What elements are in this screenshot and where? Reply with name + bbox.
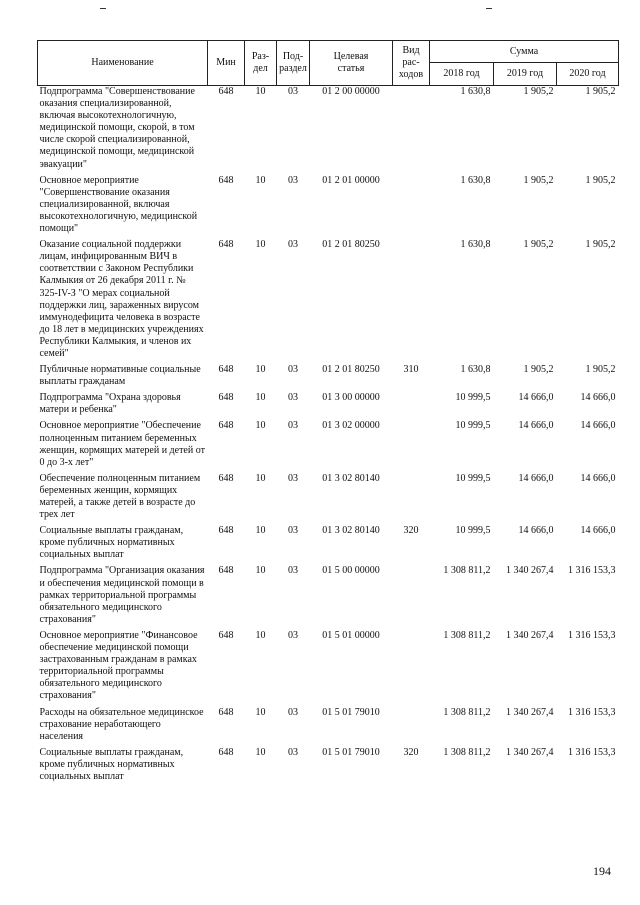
row-target: 01 5 01 00000 bbox=[322, 629, 380, 641]
row-2019: 14 666,0 bbox=[518, 420, 554, 432]
row-2020: 14 666,0 bbox=[580, 525, 616, 537]
row-2019: 14 666,0 bbox=[518, 392, 554, 404]
row-razdel: 10 bbox=[255, 565, 266, 577]
row-podrazdel: 03 bbox=[288, 746, 298, 758]
header-vid: Вид рас- ходов bbox=[393, 41, 430, 86]
row-podrazdel: 03 bbox=[288, 472, 298, 484]
row-2019: 14 666,0 bbox=[518, 525, 554, 537]
table-row bbox=[38, 525, 619, 565]
table-row bbox=[38, 473, 619, 525]
header-name: Наименование bbox=[38, 41, 208, 86]
row-razdel: 10 bbox=[255, 629, 266, 641]
row-name: Социальные выплаты гражданам, кроме публичных нормативных социальных выплат bbox=[39, 525, 184, 561]
table-body bbox=[38, 86, 619, 788]
table-row bbox=[38, 630, 619, 707]
row-razdel: 10 bbox=[255, 525, 266, 537]
row-name: Основное мероприятие "Обеспечение полноценным питанием беременных женщин, кормящих матерей и детей от 0 до 3-х лет" bbox=[39, 420, 205, 468]
row-2019: 1 340 267,4 bbox=[506, 746, 554, 758]
row-name: Основное мероприятие "Финансовое обеспечение медицинской помощи застрахованным гражданам в рамках территориальной программы обязательного медицинского страхования" bbox=[39, 629, 198, 702]
row-2018: 10 999,5 bbox=[455, 525, 491, 537]
row-2018: 10 999,5 bbox=[455, 420, 491, 432]
row-vid bbox=[393, 392, 430, 420]
header-razdel: Раз- дел bbox=[245, 41, 277, 86]
row-2019: 1 905,2 bbox=[523, 174, 554, 186]
header-year-2020: 2020 год bbox=[557, 63, 619, 86]
row-vid bbox=[393, 86, 430, 175]
row-target: 01 3 02 00000 bbox=[322, 420, 380, 432]
row-name: Социальные выплаты гражданам, кроме публичных нормативных социальных выплат bbox=[39, 746, 184, 782]
row-min: 648 bbox=[218, 174, 234, 186]
row-2020: 1 316 153,3 bbox=[568, 706, 616, 718]
row-razdel: 10 bbox=[255, 420, 266, 432]
row-2018: 1 630,8 bbox=[460, 174, 491, 186]
row-2018: 1 308 811,2 bbox=[443, 629, 491, 641]
row-2020: 14 666,0 bbox=[580, 392, 616, 404]
table-row bbox=[38, 175, 619, 239]
header-sum: Сумма bbox=[430, 41, 619, 63]
row-target: 01 5 01 79010 bbox=[322, 746, 380, 758]
row-min: 648 bbox=[218, 746, 234, 758]
row-target: 01 3 02 80140 bbox=[322, 472, 380, 484]
row-target: 01 5 01 79010 bbox=[322, 706, 380, 718]
row-name: Оказание социальной поддержки лицам, инфицированным ВИЧ в соответствии с Законом Республики Калмыкия от 26 декабря 2011 г. № 325-IV-З "О мерах социальной поддержки лиц, зараженных вирусом иммунодефицита человека в возрасте до 18 лет в медицинских учреждениях Республики Калмыкия, и членов их семей" bbox=[39, 239, 204, 359]
row-razdel: 10 bbox=[255, 174, 266, 186]
budget-table bbox=[37, 40, 619, 787]
row-vid bbox=[393, 565, 430, 629]
row-2020: 1 316 153,3 bbox=[568, 565, 616, 577]
top-mark-right bbox=[486, 8, 492, 9]
header-min: Мин bbox=[208, 41, 245, 86]
row-2018: 1 630,8 bbox=[460, 239, 491, 251]
header-year-2019: 2019 год bbox=[494, 63, 557, 86]
row-2018: 1 630,8 bbox=[460, 86, 491, 97]
page-number: 194 bbox=[593, 864, 611, 878]
row-razdel: 10 bbox=[255, 392, 266, 404]
row-podrazdel: 03 bbox=[288, 392, 298, 404]
row-vid: 320 bbox=[403, 746, 419, 758]
row-2020: 1 316 153,3 bbox=[568, 746, 616, 758]
row-name: Публичные нормативные социальные выплаты гражданам bbox=[39, 364, 201, 388]
row-min: 648 bbox=[218, 472, 234, 484]
row-razdel: 10 bbox=[255, 364, 266, 376]
row-min: 648 bbox=[218, 525, 234, 537]
row-2019: 1 905,2 bbox=[523, 364, 554, 376]
row-podrazdel: 03 bbox=[288, 629, 298, 641]
table-row bbox=[38, 239, 619, 364]
row-target: 01 2 01 80250 bbox=[322, 239, 380, 251]
row-vid bbox=[393, 630, 430, 707]
row-min: 648 bbox=[218, 629, 234, 641]
row-2019: 1 905,2 bbox=[523, 239, 554, 251]
row-2020: 1 905,2 bbox=[585, 239, 616, 251]
row-name: Подпрограмма "Совершенствование оказания специализированной, включая высокотехнологичную, медицинской помощи, скорой, в том числе скорой специализированной, медицинской помощи, медицинской эвакуации" bbox=[39, 86, 195, 170]
row-razdel: 10 bbox=[255, 239, 266, 251]
top-mark-left bbox=[100, 8, 106, 9]
table-row bbox=[38, 747, 619, 787]
row-2018: 1 308 811,2 bbox=[443, 565, 491, 577]
row-2020: 1 905,2 bbox=[585, 174, 616, 186]
row-2019: 1 340 267,4 bbox=[506, 629, 554, 641]
row-target: 01 2 01 80250 bbox=[322, 364, 380, 376]
row-min: 648 bbox=[218, 364, 234, 376]
row-podrazdel: 03 bbox=[288, 565, 298, 577]
row-razdel: 10 bbox=[255, 472, 266, 484]
row-2018: 10 999,5 bbox=[455, 392, 491, 404]
table-header bbox=[38, 41, 619, 86]
row-min: 648 bbox=[218, 239, 234, 251]
row-vid: 310 bbox=[403, 364, 419, 376]
table-row bbox=[38, 86, 619, 175]
row-target: 01 5 00 00000 bbox=[322, 565, 380, 577]
row-name: Подпрограмма "Охрана здоровья матери и ребенка" bbox=[39, 392, 181, 416]
row-2018: 1 308 811,2 bbox=[443, 706, 491, 718]
table-row bbox=[38, 364, 619, 392]
row-podrazdel: 03 bbox=[288, 239, 298, 251]
row-min: 648 bbox=[218, 420, 234, 432]
table-row bbox=[38, 565, 619, 629]
row-vid bbox=[393, 707, 430, 747]
table-row bbox=[38, 392, 619, 420]
row-razdel: 10 bbox=[255, 706, 266, 718]
row-min: 648 bbox=[218, 706, 234, 718]
row-2018: 1 630,8 bbox=[460, 364, 491, 376]
row-min: 648 bbox=[218, 392, 234, 404]
row-2018: 1 308 811,2 bbox=[443, 746, 491, 758]
row-2019: 1 340 267,4 bbox=[506, 565, 554, 577]
row-name: Подпрограмма "Организация оказания и обеспечения медицинской помощи в рамках территориальной программы обязательного медицинского страхования" bbox=[39, 565, 205, 625]
row-podrazdel: 03 bbox=[288, 364, 298, 376]
row-razdel: 10 bbox=[255, 86, 266, 97]
row-2020: 1 905,2 bbox=[585, 86, 616, 97]
row-vid: 320 bbox=[403, 525, 419, 537]
row-vid bbox=[393, 473, 430, 525]
row-vid bbox=[393, 239, 430, 364]
row-target: 01 3 02 80140 bbox=[322, 525, 380, 537]
table-row bbox=[38, 707, 619, 747]
row-2020: 1 316 153,3 bbox=[568, 629, 616, 641]
row-razdel: 10 bbox=[255, 746, 266, 758]
row-min: 648 bbox=[218, 565, 234, 577]
row-podrazdel: 03 bbox=[288, 174, 298, 186]
row-2019: 1 340 267,4 bbox=[506, 706, 554, 718]
row-podrazdel: 03 bbox=[288, 525, 298, 537]
row-podrazdel: 03 bbox=[288, 420, 298, 432]
row-target: 01 2 01 00000 bbox=[322, 174, 380, 186]
row-2020: 1 905,2 bbox=[585, 364, 616, 376]
header-podrazdel: Под- раздел bbox=[277, 41, 310, 86]
row-name: Расходы на обязательное медицинское страхование неработающего населения bbox=[39, 706, 204, 742]
row-2020: 14 666,0 bbox=[580, 472, 616, 484]
row-2019: 14 666,0 bbox=[518, 472, 554, 484]
row-2019: 1 905,2 bbox=[523, 86, 554, 97]
row-target: 01 3 00 00000 bbox=[322, 392, 380, 404]
row-podrazdel: 03 bbox=[288, 86, 298, 97]
row-name: Основное мероприятие "Совершенствование оказания специализированной, включая высокотехнологичную, медицинской помощи" bbox=[39, 174, 198, 235]
header-target: Целевая статья bbox=[310, 41, 393, 86]
row-target: 01 2 00 00000 bbox=[322, 86, 380, 97]
header-year-2018: 2018 год bbox=[430, 63, 494, 86]
row-2018: 10 999,5 bbox=[455, 472, 491, 484]
row-vid bbox=[393, 175, 430, 239]
row-name: Обеспечение полноценным питанием беременных женщин, кормящих матерей, а также детей в возрасте до трех лет bbox=[39, 472, 201, 521]
row-2020: 14 666,0 bbox=[580, 420, 616, 432]
row-min: 648 bbox=[218, 86, 234, 97]
row-podrazdel: 03 bbox=[288, 706, 298, 718]
table-row bbox=[38, 420, 619, 472]
row-vid bbox=[393, 420, 430, 472]
